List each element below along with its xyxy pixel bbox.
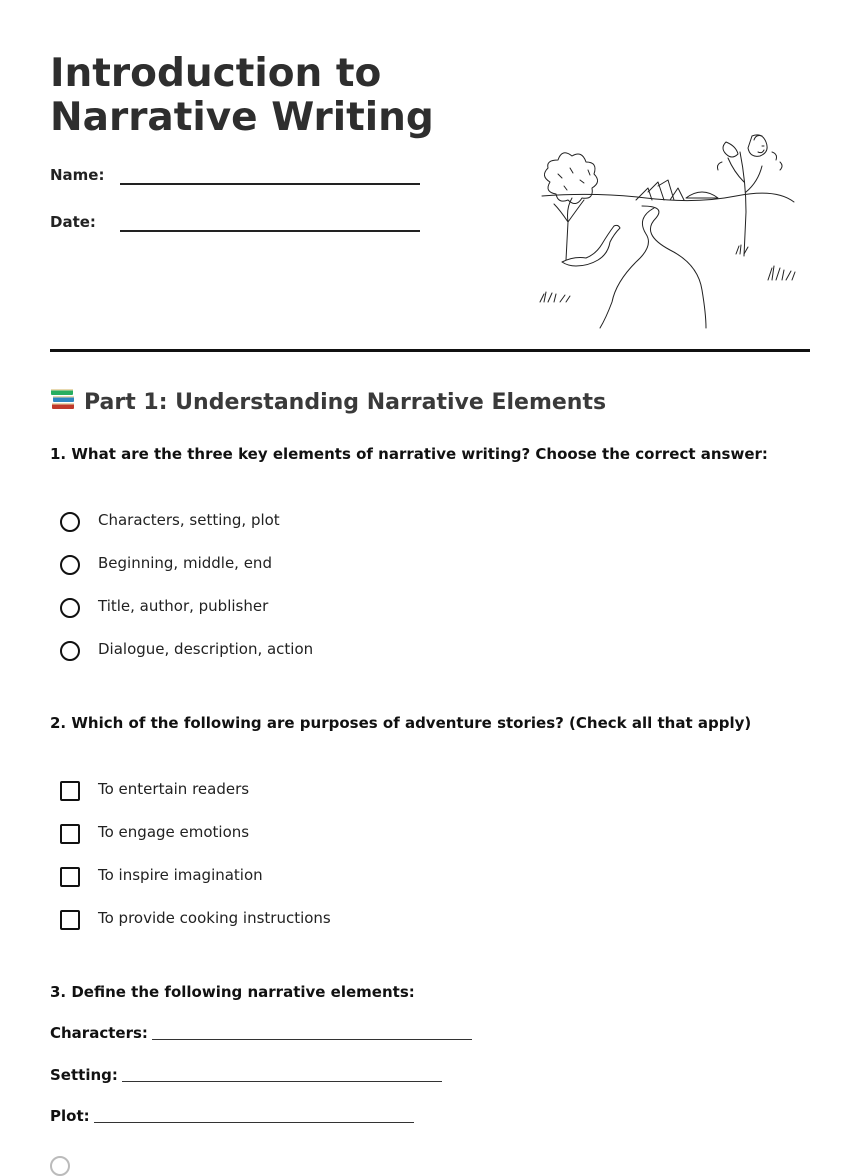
option-label: To engage emotions <box>98 823 250 841</box>
definition-characters <box>50 1024 472 1042</box>
q1-option-4[interactable] <box>60 640 660 666</box>
checkbox[interactable] <box>60 824 80 844</box>
option-label: To inspire imagination <box>98 866 263 884</box>
definition-label: Setting: <box>50 1066 118 1084</box>
date-input-line[interactable] <box>120 230 420 232</box>
header-divider <box>50 349 810 352</box>
radio-button[interactable] <box>60 512 80 532</box>
q2-option-1[interactable] <box>60 780 660 806</box>
definition-label: Characters: <box>50 1024 148 1042</box>
checkbox[interactable] <box>60 910 80 930</box>
name-label: Name: <box>50 166 105 184</box>
outback-landscape-illustration <box>536 122 800 330</box>
checkbox[interactable] <box>60 781 80 801</box>
question-3: 3. Define the following narrative elements: <box>50 983 415 1001</box>
part1-heading <box>50 386 606 415</box>
books-icon <box>50 386 76 412</box>
question-1: 1. What are the three key elements of narrative writing? Choose the correct answer: <box>50 445 768 463</box>
definition-answer-line[interactable] <box>152 1025 472 1040</box>
q2-option-4[interactable] <box>60 909 660 935</box>
radio-button[interactable] <box>60 555 80 575</box>
option-label: Dialogue, description, action <box>98 640 314 658</box>
name-input-line[interactable] <box>120 183 420 185</box>
checkbox[interactable] <box>60 867 80 887</box>
q1-option-1[interactable] <box>60 511 660 537</box>
option-label: Title, author, publisher <box>98 597 269 615</box>
option-label: To provide cooking instructions <box>98 909 331 927</box>
title-line-2: Narrative Writing <box>50 95 434 140</box>
definition-setting <box>50 1066 442 1084</box>
definition-answer-line[interactable] <box>122 1067 442 1082</box>
radio-button[interactable] <box>60 598 80 618</box>
option-label: To entertain readers <box>98 780 250 798</box>
date-label: Date: <box>50 213 96 231</box>
q2-option-2[interactable] <box>60 823 660 849</box>
q2-option-3[interactable] <box>60 866 660 892</box>
definition-answer-line[interactable] <box>94 1108 414 1123</box>
question-2: 2. Which of the following are purposes of adventure stories? (Check all that apply) <box>50 714 752 732</box>
option-label: Characters, setting, plot <box>98 511 280 529</box>
q1-option-3[interactable] <box>60 597 660 623</box>
date-field <box>50 213 420 237</box>
q1-option-2[interactable] <box>60 554 660 580</box>
option-label: Beginning, middle, end <box>98 554 272 572</box>
worksheet-page <box>50 0 810 1161</box>
definition-plot <box>50 1107 414 1125</box>
title-line-1: Introduction to <box>50 51 382 96</box>
name-field <box>50 166 420 190</box>
worksheet-title <box>50 52 470 140</box>
radio-button[interactable] <box>60 641 80 661</box>
part1-title: Part 1: Understanding Narrative Elements <box>84 390 607 415</box>
definition-label: Plot: <box>50 1107 90 1125</box>
radio-button[interactable] <box>50 1156 70 1176</box>
